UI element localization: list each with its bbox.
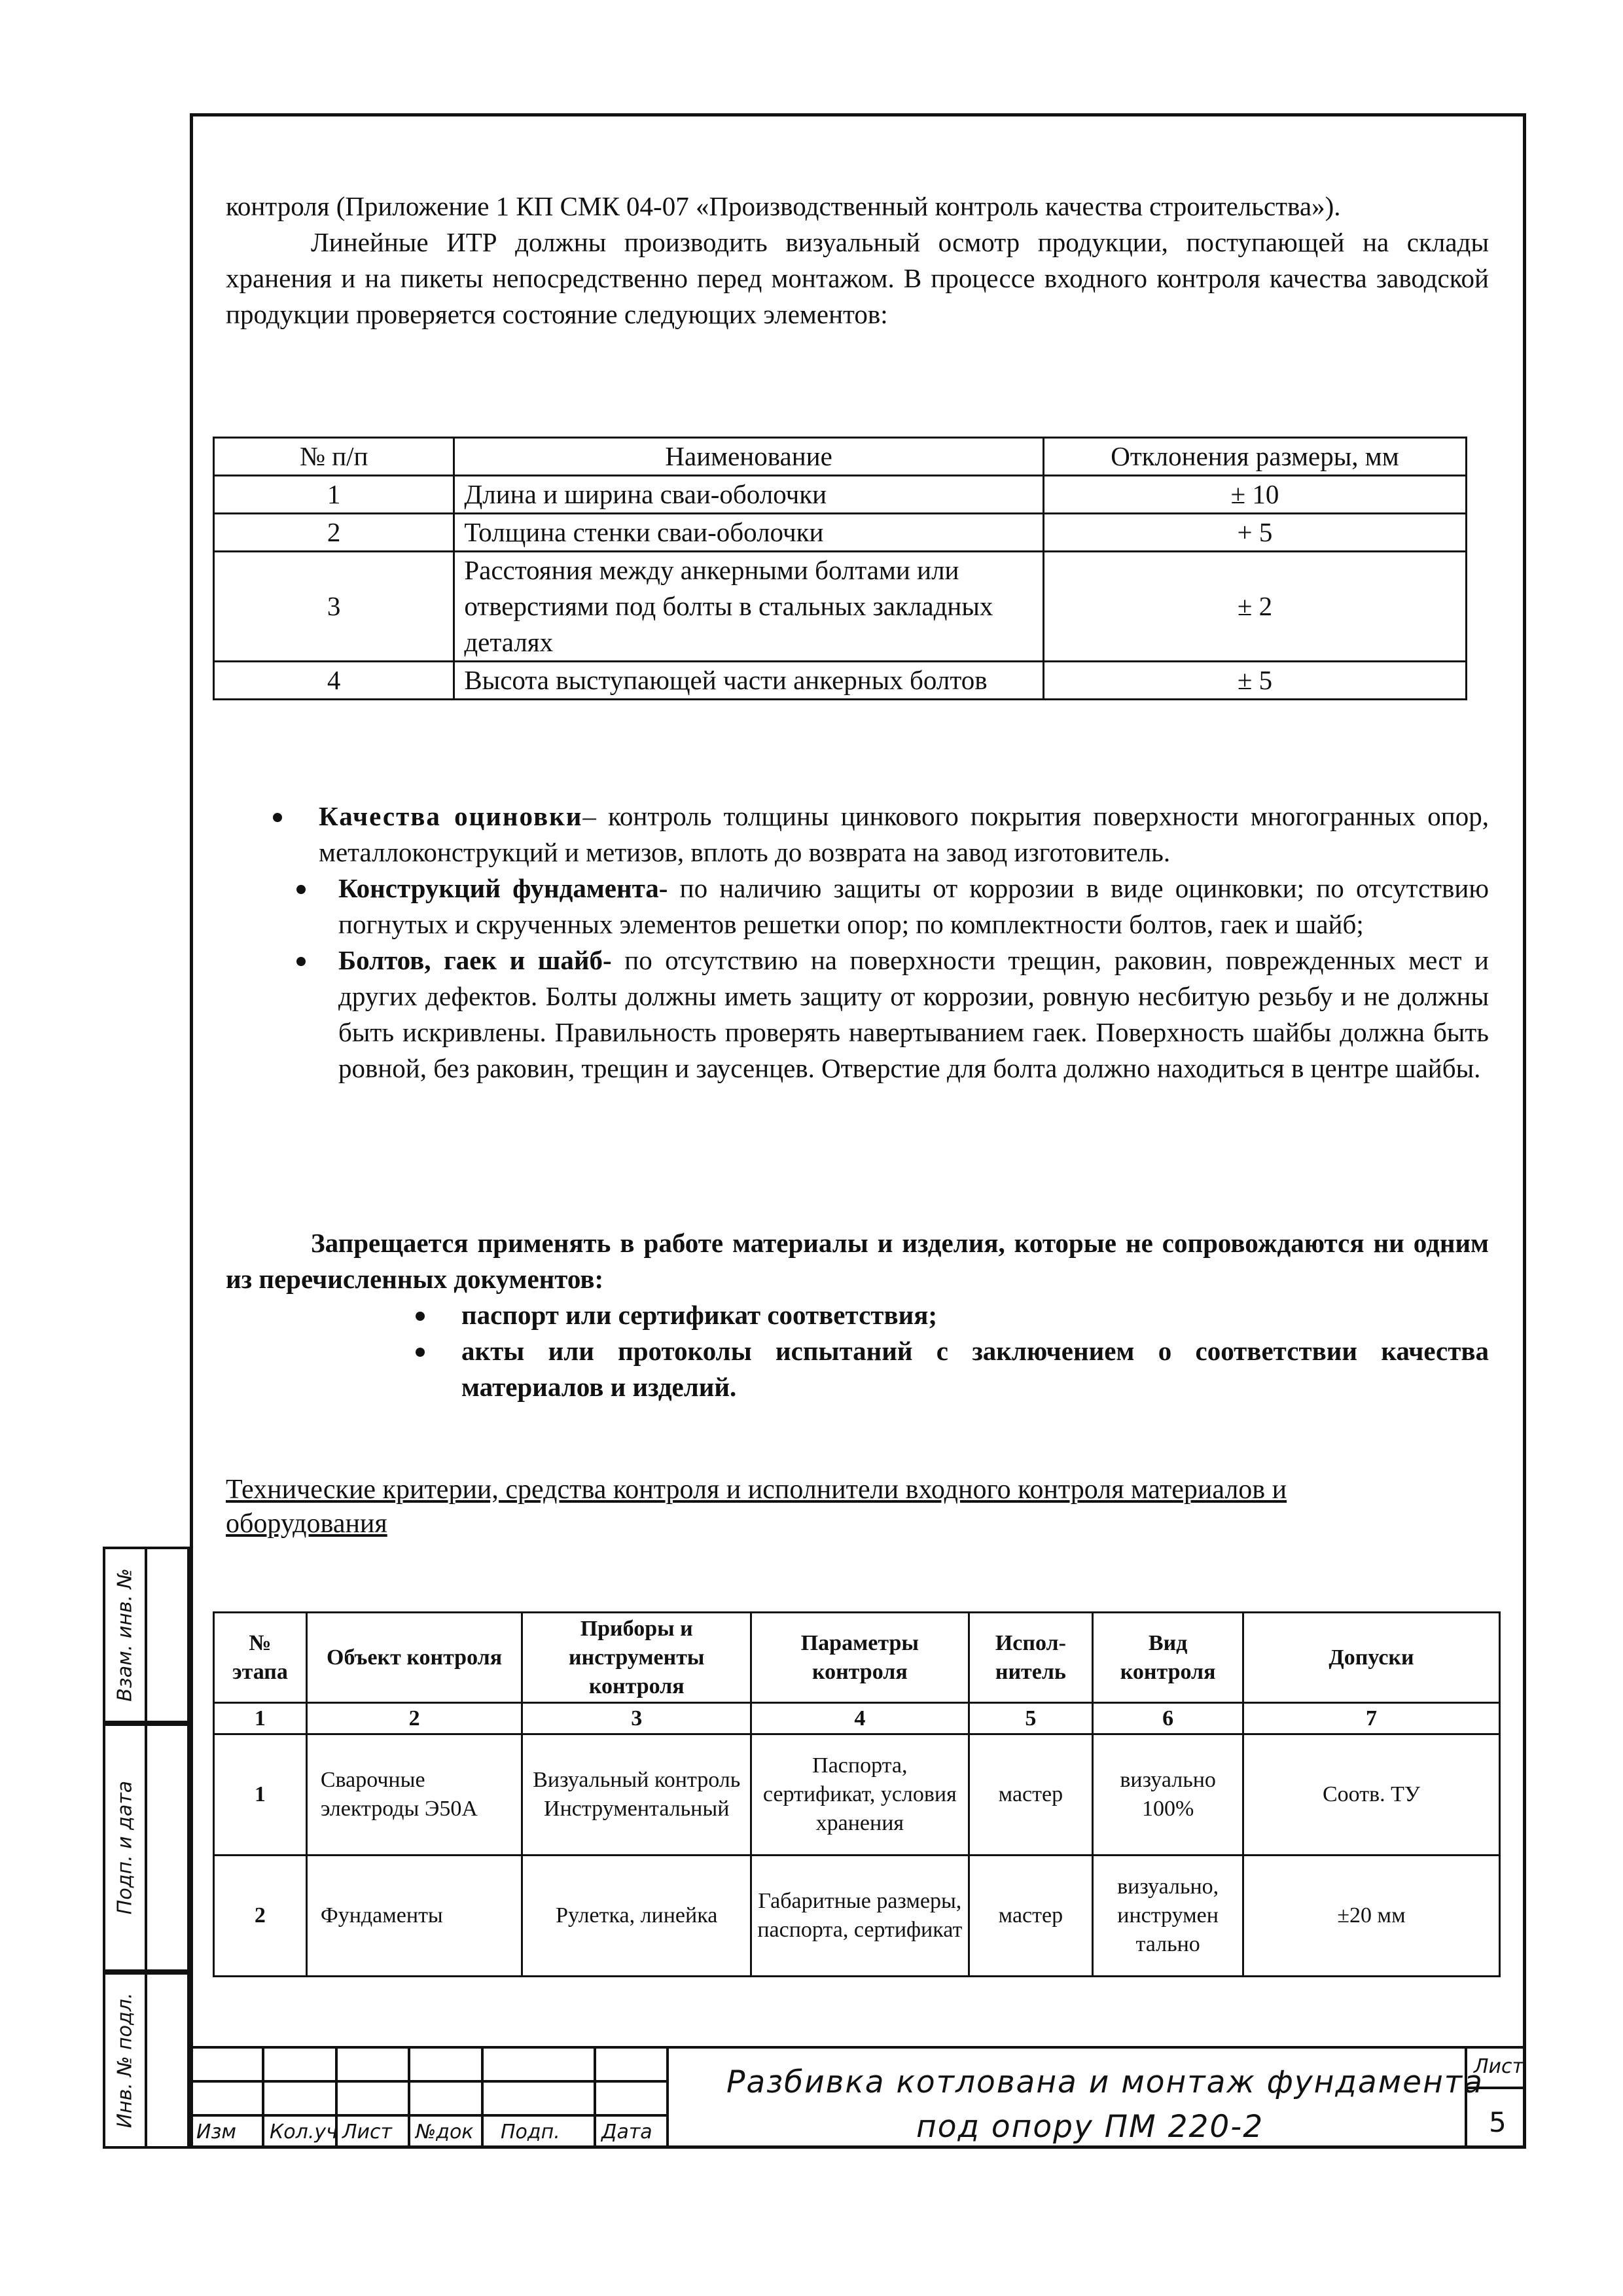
- intro-paragraph-2: Линейные ИТР должны производить визуальный осмотр продукции, поступающей на склады хранения и на пикеты непосредственно перед монтажом. В процессе входного контроля качества заводской продукции проверяется состояние следующих элементов:: [226, 227, 1489, 329]
- stamp-label-data: Дата: [601, 2121, 652, 2144]
- forbidden-block: [226, 1225, 1489, 1405]
- t1-cell-dev: ± 10: [1043, 476, 1466, 514]
- forbidden-item: акты или протоколы испытаний с заключением о соответствии качества материалов и изделий.: [461, 1336, 1489, 1402]
- t2-colnum: 1: [214, 1703, 307, 1734]
- t2-cell-tol: Соотв. ТУ: [1243, 1734, 1500, 1856]
- side-label-inv: Инв. № подл.: [113, 1992, 137, 2128]
- table-row: [214, 1856, 1500, 1977]
- t1-cell-dev: ± 5: [1043, 662, 1466, 700]
- t2-colnum: 6: [1093, 1703, 1243, 1734]
- t2-cell-executor: мастер: [969, 1856, 1093, 1977]
- bullet-text: по отсутствию на поверхности трещин, раковин, поврежденных мест и других дефектов. Болты должны иметь защиту от коррозии, ровную несбитую резьбу и не должны быть искривлены. Правильность проверять навертыванием гаек. Поверхность шайбы должна быть ровной, без раковин, трещин и заусенцев. Отверстие для болта должно находиться в центре шайбы.: [338, 945, 1489, 1083]
- t2-header-executor: Испол-нитель: [969, 1613, 1093, 1703]
- t1-cell-name: Толщина стенки сваи-оболочки: [454, 514, 1044, 552]
- t1-cell-dev: + 5: [1043, 514, 1466, 552]
- bullet-icon: [273, 813, 282, 822]
- t2-cell-params: Габаритные размеры, паспорта, сертификат: [751, 1856, 969, 1977]
- t1-cell-name: Расстояния между анкерными болтами или отверстиями под болты в стальных закладных деталях: [454, 552, 1044, 662]
- stamp-col-line: [262, 2046, 264, 2149]
- table-row: [214, 476, 1467, 514]
- side-label-vzam: Взам. инв. №: [113, 1568, 137, 1702]
- title-block: [190, 2046, 1526, 2149]
- table-row: [214, 514, 1467, 552]
- t2-header-tools: Приборы и инструменты контроля: [522, 1613, 751, 1703]
- t2-header-tol: Допуски: [1243, 1613, 1500, 1703]
- bullet-text: по наличию защиты от коррозии в виде оцинковки; по отсутствию погнутых и скрученных элементов решетки опор; по комплектности болтов, гаек и шайб;: [338, 873, 1489, 939]
- side-strip-inv: [103, 1972, 190, 2149]
- t1-header-name: Наименование: [454, 438, 1044, 476]
- t2-cell-tol: ±20 мм: [1243, 1856, 1500, 1977]
- stamp-top-line: [190, 2046, 1526, 2049]
- intro-paragraph-1: контроля (Приложение 1 КП СМК 04-07 «Производственный контроль качества строительства»).: [226, 191, 1341, 221]
- t1-cell-num: 2: [214, 514, 454, 552]
- t2-colnum: 5: [969, 1703, 1093, 1734]
- t1-cell-num: 1: [214, 476, 454, 514]
- t1-cell-num: 3: [214, 552, 454, 662]
- t2-colnum: 2: [306, 1703, 522, 1734]
- forbidden-text: Запрещается применять в работе материалы и изделия, которые не сопровождаются ни одним из перечисленных документов:: [226, 1228, 1489, 1294]
- list-item: [226, 870, 1489, 942]
- t2-cell-type: визуально 100%: [1093, 1734, 1243, 1856]
- side-label-podp: Подп. и дата: [113, 1780, 137, 1915]
- side-strip-vzam: [103, 1547, 190, 1723]
- table-row: [214, 552, 1467, 662]
- t2-cell-type: визуально, инструмен тально: [1093, 1856, 1243, 1977]
- t2-cell-stage: 2: [214, 1856, 307, 1977]
- stamp-title-line2: под опору ПМ 220-2: [916, 2109, 1264, 2145]
- t2-colnum: 4: [751, 1703, 969, 1734]
- intro-block: [226, 188, 1489, 332]
- t1-header-dev: Отклонения размеры, мм: [1043, 438, 1466, 476]
- list-item: [226, 1333, 1489, 1405]
- t1-cell-num: 4: [214, 662, 454, 700]
- t2-cell-tools: Визуальный контроль Инструментальный: [522, 1734, 751, 1856]
- table-row: [214, 1734, 1500, 1856]
- list-item: [226, 942, 1489, 1086]
- stamp-sheet-number: 5: [1489, 2106, 1507, 2138]
- t2-cell-object: Сварочные электроды Э50А: [306, 1734, 522, 1856]
- t2-cell-executor: мастер: [969, 1734, 1093, 1856]
- t2-colnum: 3: [522, 1703, 751, 1734]
- stamp-col-line: [594, 2046, 596, 2149]
- t2-cell-tools: Рулетка, линейка: [522, 1856, 751, 1977]
- t2-header-stage: № этапа: [214, 1613, 307, 1703]
- t2-cell-stage: 1: [214, 1734, 307, 1856]
- t2-cell-params: Паспорта, сертификат, условия хранения: [751, 1734, 969, 1856]
- t2-header-params: Параметры контроля: [751, 1613, 969, 1703]
- bullet-icon: [416, 1348, 425, 1357]
- t2-colnum: 7: [1243, 1703, 1500, 1734]
- bullet-icon: [416, 1312, 425, 1321]
- stamp-col-line: [666, 2046, 669, 2149]
- stamp-label-izm: Изм: [196, 2121, 237, 2144]
- t1-cell-dev: ± 2: [1043, 552, 1466, 662]
- stamp-title-line1: Разбивка котлована и монтаж фундамента: [726, 2064, 1484, 2100]
- stamp-label-ndok: №док: [416, 2121, 474, 2144]
- stamp-col-line: [481, 2046, 484, 2149]
- t2-cell-object: Фундаменты: [306, 1856, 522, 1977]
- stamp-label-podp: Подп.: [501, 2121, 560, 2144]
- bullet-bold: Конструкций фундамента-: [338, 873, 668, 903]
- criteria-table: [213, 1611, 1501, 1977]
- section-title: Технические критерии, средства контроля и исполнители входного контроля материалов и оборудования: [226, 1475, 1287, 1539]
- bullet-bold: Болтов, гаек и шайб-: [338, 945, 612, 975]
- stamp-sheet-label: Лист: [1474, 2055, 1524, 2078]
- bullet-icon: [296, 957, 306, 966]
- table-row: [214, 662, 1467, 700]
- bullet-text: – контроль толщины цинкового покрытия поверхности многогранных опор, металлоконструкций и метизов, вплоть до возврата на завод изготовитель.: [319, 801, 1489, 867]
- bullet-icon: [296, 885, 306, 894]
- t2-header-object: Объект контроля: [306, 1613, 522, 1703]
- list-item: [226, 1297, 1489, 1333]
- t2-header-type: Вид контроля: [1093, 1613, 1243, 1703]
- deviation-table: [213, 437, 1467, 700]
- t1-cell-name: Длина и ширина сваи-оболочки: [454, 476, 1044, 514]
- stamp-col-line: [408, 2046, 410, 2149]
- stamp-label-kolvo: Кол.уч: [270, 2121, 338, 2144]
- bullet-block: [226, 798, 1489, 1086]
- t1-header-num: № п/п: [214, 438, 454, 476]
- forbidden-item: паспорт или сертификат соответствия;: [461, 1300, 938, 1330]
- bullet-bold: Качества оциновки: [319, 801, 583, 831]
- stamp-label-list: Лист: [342, 2121, 393, 2144]
- list-item: [226, 798, 1489, 870]
- side-strip-podp: [103, 1723, 190, 1972]
- t1-cell-name: Высота выступающей части анкерных болтов: [454, 662, 1044, 700]
